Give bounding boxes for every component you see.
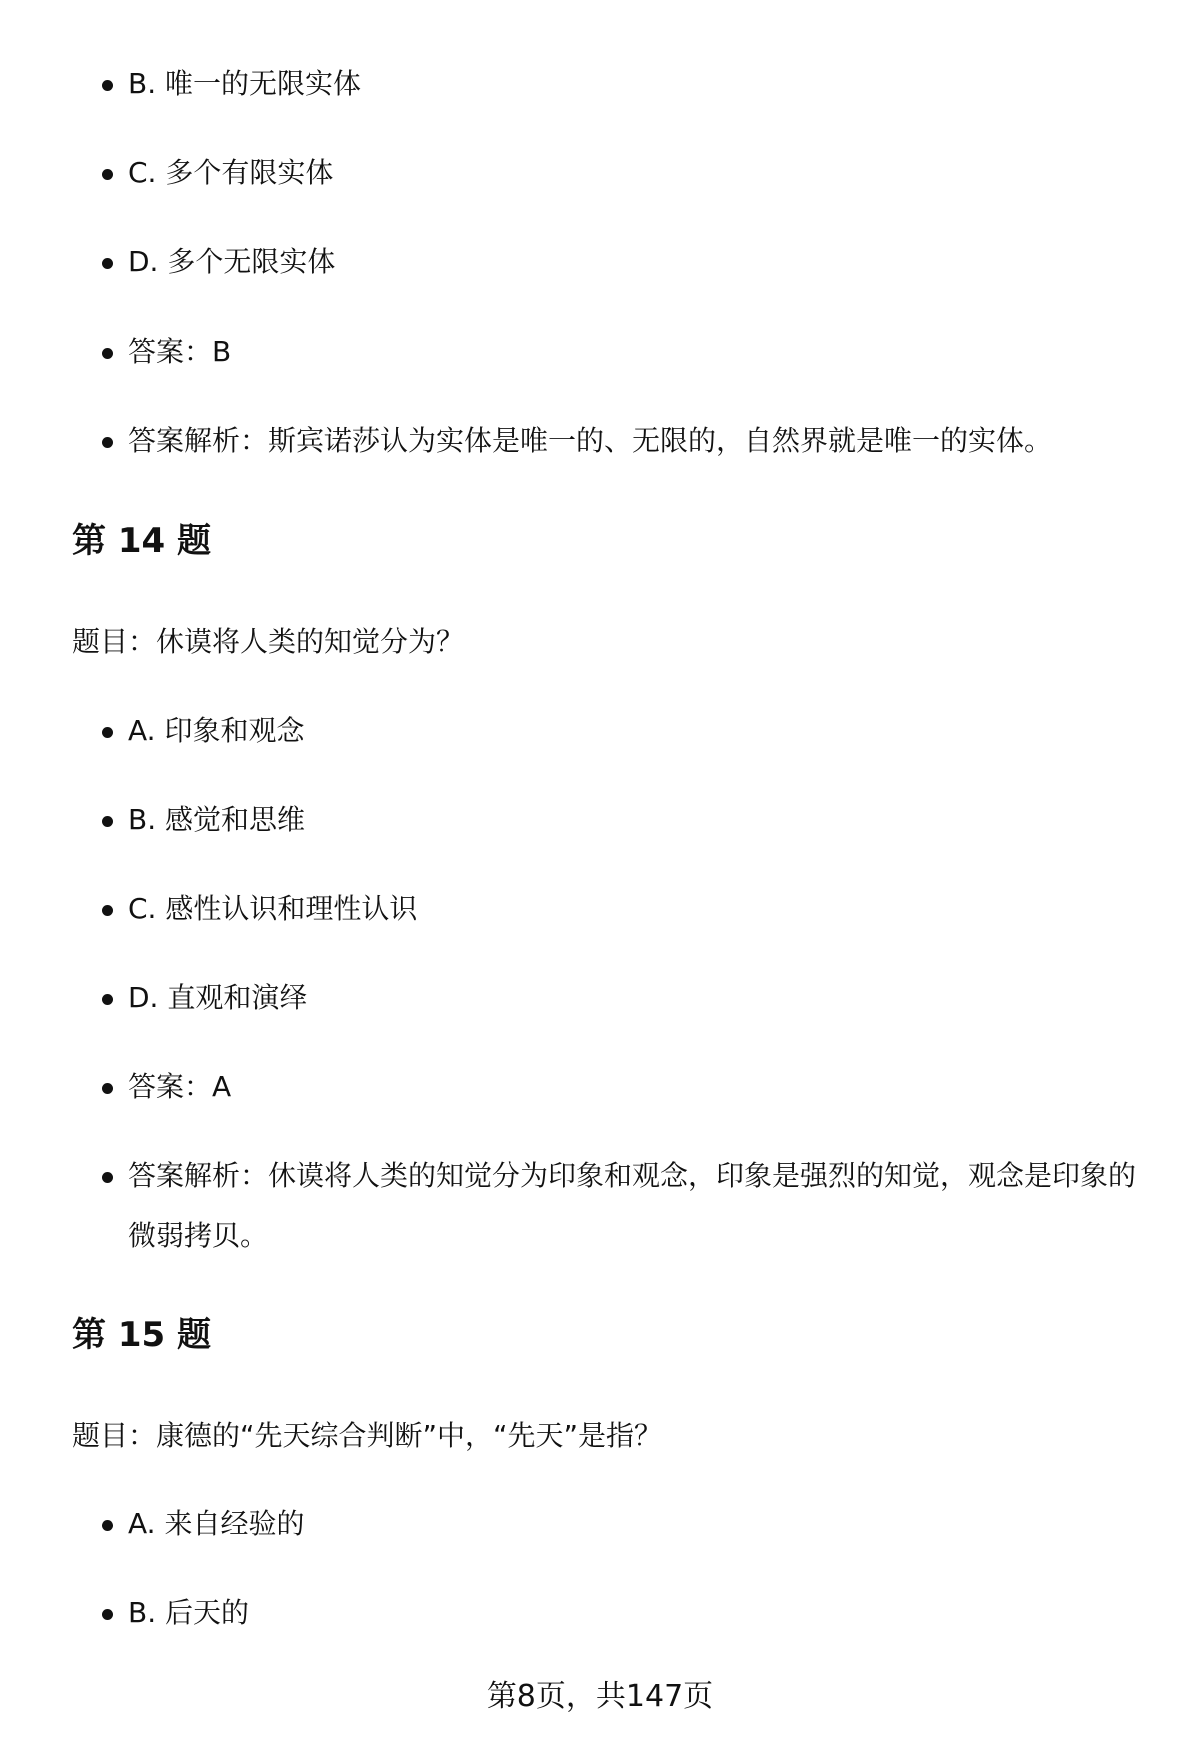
- q15-option-a: A. 来自经验的: [128, 1494, 1148, 1554]
- q14-answer: 答案：A: [128, 1057, 1148, 1117]
- q14-option-c: C. 感性认识和理性认识: [128, 879, 1148, 939]
- q15-option-b: B. 后天的: [128, 1583, 1148, 1643]
- q14-answer-explanation: 答案解析：休谟将人类的知觉分为印象和观念，印象是强烈的知觉，观念是印象的微弱拷贝。: [128, 1146, 1148, 1266]
- q14-option-b: B. 感觉和思维: [128, 790, 1148, 850]
- page-number: 第8页，共147页: [486, 1679, 714, 1714]
- option-d: D. 多个无限实体: [128, 232, 1148, 292]
- question-14-heading: 第 14 题: [72, 521, 211, 561]
- option-c: C. 多个有限实体: [128, 143, 1148, 203]
- answer-explanation: 答案解析：斯宾诺莎认为实体是唯一的、无限的，自然界就是唯一的实体。: [128, 411, 1148, 471]
- answer: 答案：B: [128, 322, 1148, 382]
- q14-option-d: D. 直观和演绎: [128, 968, 1148, 1028]
- question-15-heading: 第 15 题: [72, 1315, 211, 1355]
- question-15-text: 题目：康德的“先天综合判断”中，“先天”是指？: [72, 1419, 663, 1452]
- q14-option-a: A. 印象和观念: [128, 701, 1148, 761]
- option-b: B. 唯一的无限实体: [128, 54, 1148, 114]
- question-14-text: 题目：休谟将人类的知觉分为？: [72, 625, 465, 658]
